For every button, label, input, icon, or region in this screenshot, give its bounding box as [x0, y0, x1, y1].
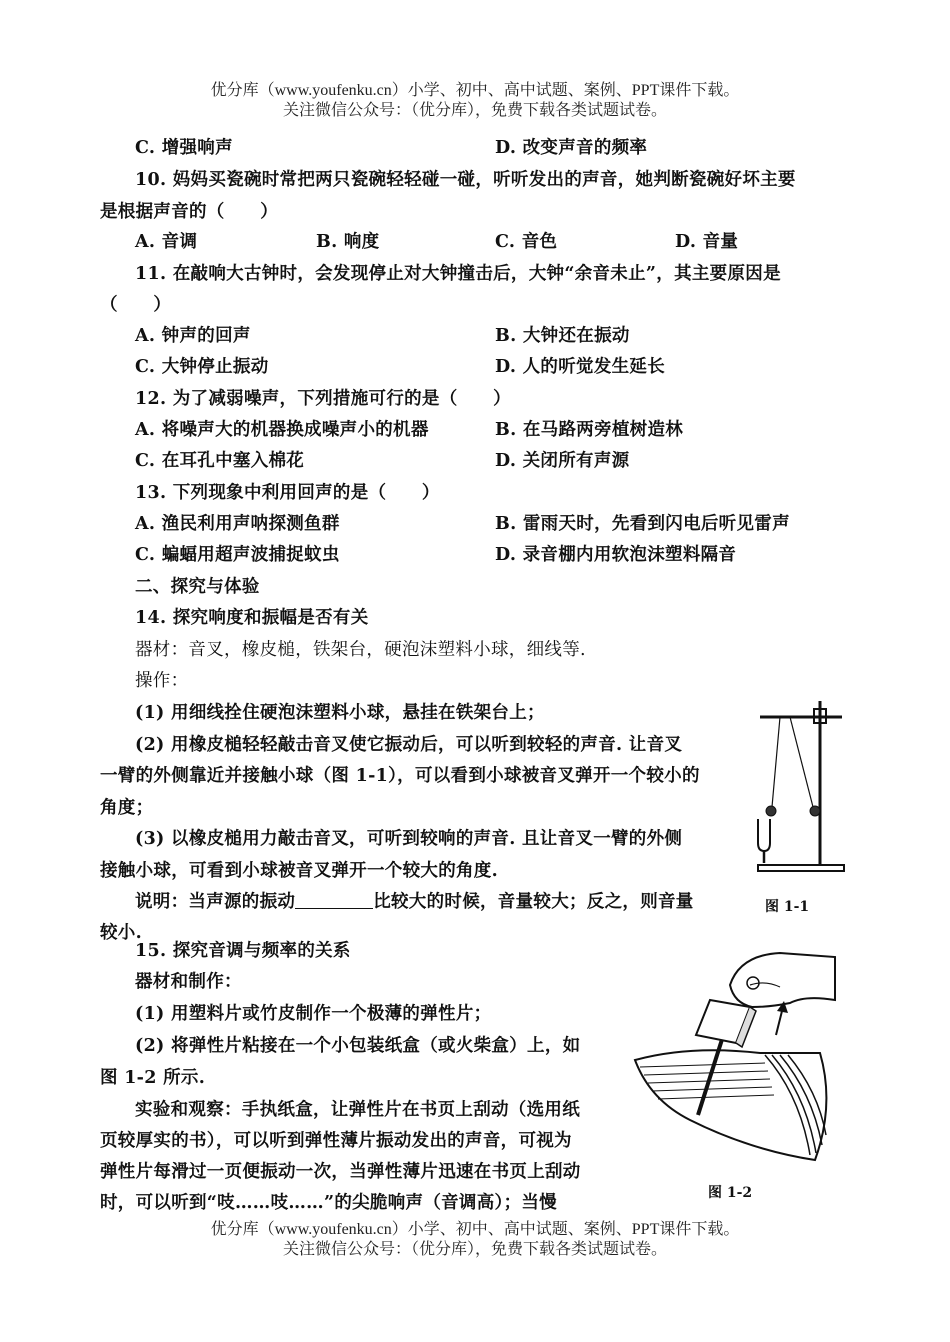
footer-line-1: 优分库（www.youfenku.cn）小学、初中、高中试题、案例、PPT课件下载。	[210, 1221, 740, 1238]
q14-step-1: (1) 用细线拴住硬泡沫塑料小球，悬挂在铁架台上；	[135, 703, 545, 723]
q14-explanation	[135, 888, 694, 913]
q12-option-b: B. 在马路两旁植树造林	[495, 420, 684, 440]
footer-line-2: 关注微信公众号：（优分库），免费下载各类试题试卷。	[282, 1241, 667, 1258]
q11-option-c: C. 大钟停止振动	[135, 357, 269, 377]
q11-stem-2: （ ）	[100, 295, 172, 315]
header-line-1: 优分库（www.youfenku.cn）小学、初中、高中试题、案例、PPT课件下载。	[210, 82, 740, 99]
q15-step-2-line-1: (2) 将弹性片粘接在一个小包装纸盒（或火柴盒）上，如	[135, 1036, 581, 1056]
q15-observation-line-2: 页较厚实的书），可以听到弹性薄片振动发出的声音，可视为	[100, 1131, 572, 1151]
q12-stem: 12. 为了减弱噪声，下列措施可行的是（ ）	[135, 389, 511, 409]
q13-stem: 13. 下列现象中利用回声的是（ ）	[135, 483, 440, 503]
section-2-title: 二、探究与体验	[135, 577, 260, 597]
q14-equipment: 器材：音叉，橡皮槌，铁架台，硬泡沫塑料小球，细线等.	[135, 640, 586, 660]
q10-stem-2: 是根据声音的（ ）	[100, 202, 278, 222]
q13-option-c: C. 蝙蝠用超声波捕捉蚊虫	[135, 545, 340, 565]
q14-step-3-line-2: 接触小球，可看到小球被音叉弹开一个较大的角度.	[100, 861, 498, 881]
q14-step-3-line-1: (3) 以橡皮槌用力敲击音叉，可听到较响的声音. 且让音叉一臂的外侧	[135, 829, 683, 849]
q10-option-c: C. 音色	[495, 232, 558, 252]
figure-1-2-illustration	[630, 945, 845, 1170]
q15-step-1: (1) 用塑料片或竹皮制作一个极薄的弹性片；	[135, 1004, 492, 1024]
q11-option-a: A. 钟声的回声	[135, 326, 251, 346]
q14-title: 14. 探究响度和振幅是否有关	[135, 608, 369, 628]
q11-option-b: B. 大钟还在振动	[495, 326, 630, 346]
q11-stem-1: 11. 在敲响大古钟时，会发现停止对大钟撞击后，大钟“余音未止”，其主要原因是	[135, 264, 781, 284]
q13-option-d: D. 录音棚内用软泡沫塑料隔音	[495, 545, 737, 565]
q15-equipment-label: 器材和制作：	[135, 972, 242, 992]
figure-1-2-caption: 图 1-2	[708, 1185, 753, 1201]
q9-option-c: C. 增强响声	[135, 138, 233, 158]
q14-step-2-line-3: 角度；	[100, 798, 154, 818]
q15-step-2-line-2: 图 1-2 所示.	[100, 1068, 206, 1088]
q11-option-d: D. 人的听觉发生延长	[495, 357, 666, 377]
q15-observation-line-4: 时，可以听到“吱……吱……”的尖脆响声（音调高）；当慢	[100, 1193, 557, 1213]
q12-option-c: C. 在耳孔中塞入棉花	[135, 451, 305, 471]
q14-answer-blank[interactable]	[295, 894, 373, 909]
q14-step-2-line-2: 一臂的外侧靠近并接触小球（图 1-1），可以看到小球被音叉弹开一个较小的	[100, 766, 700, 786]
q14-explanation-line-2: 较小.	[100, 923, 142, 943]
q10-option-a: A. 音调	[135, 232, 198, 252]
q9-option-d: D. 改变声音的频率	[495, 138, 648, 158]
q10-stem-1: 10. 妈妈买瓷碗时常把两只瓷碗轻轻碰一碰，听听发出的声音，她判断瓷碗好坏主要	[135, 170, 796, 190]
q10-option-d: D. 音量	[675, 232, 739, 252]
q14-operation-label: 操作：	[135, 671, 189, 691]
q14-explanation-suffix: 比较大的时候，音量较大；反之，则音量	[373, 892, 694, 912]
figure-1-1-caption: 图 1-1	[765, 899, 810, 915]
header-line-2: 关注微信公众号：（优分库），免费下载各类试题试卷。	[282, 102, 667, 119]
figure-1-1-illustration	[750, 695, 850, 885]
q15-title: 15. 探究音调与频率的关系	[135, 941, 351, 961]
q10-option-b: B. 响度	[316, 232, 380, 252]
q13-option-b: B. 雷雨天时，先看到闪电后听见雷声	[495, 514, 790, 534]
q12-option-a: A. 将噪声大的机器换成噪声小的机器	[135, 420, 429, 440]
q12-option-d: D. 关闭所有声源	[495, 451, 630, 471]
q14-explanation-prefix: 说明：当声源的振动	[135, 892, 296, 912]
q13-option-a: A. 渔民利用声呐探测鱼群	[135, 514, 340, 534]
q15-observation-line-1: 实验和观察：手执纸盒，让弹性片在书页上刮动（选用纸	[135, 1100, 580, 1120]
q14-step-2-line-1: (2) 用橡皮槌轻轻敲击音叉使它振动后，可以听到较轻的声音. 让音叉	[135, 735, 683, 755]
q15-observation-line-3: 弹性片每滑过一页便振动一次，当弹性薄片迅速在书页上刮动	[100, 1162, 581, 1182]
